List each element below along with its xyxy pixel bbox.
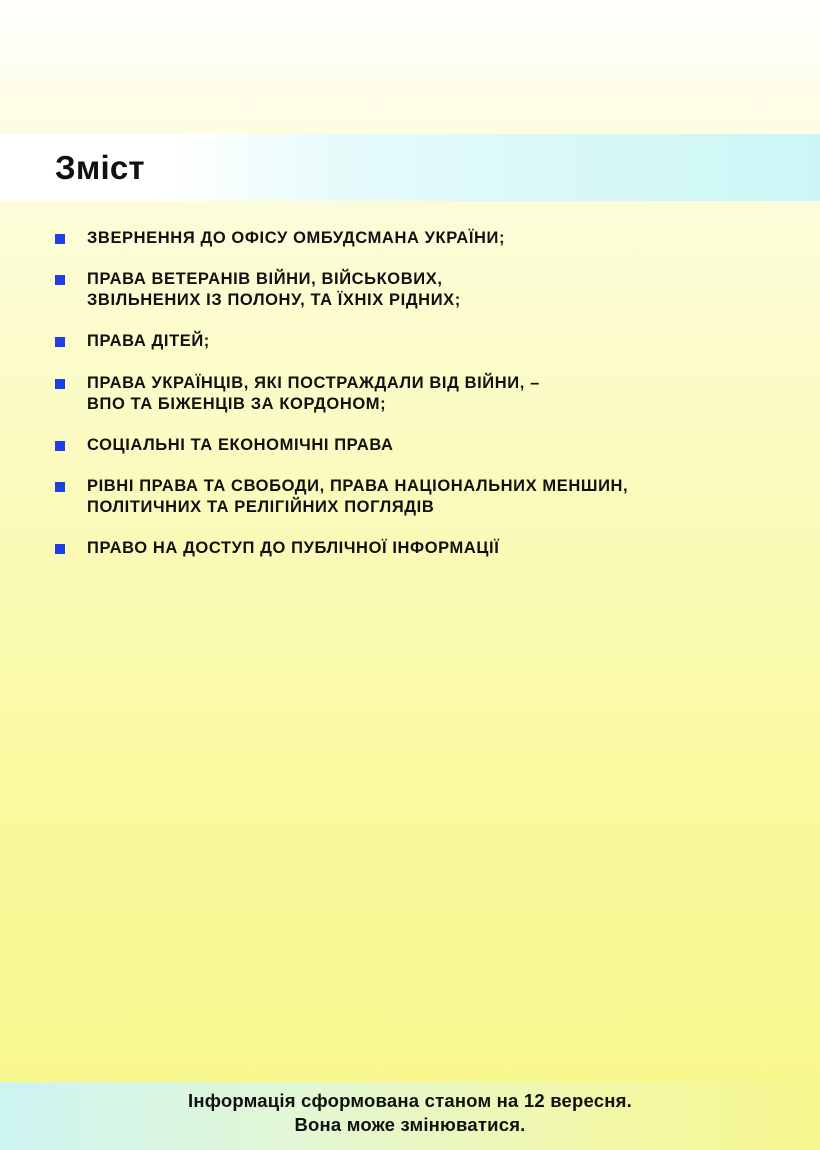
toc-item-label: ЗВЕРНЕННЯ ДО ОФІСУ ОМБУДСМАНА УКРАЇНИ; — [87, 229, 506, 247]
footer-note — [0, 1089, 820, 1137]
footer-note-line-2: Вона може змінюватися. — [294, 1114, 526, 1135]
square-bullet-icon — [55, 482, 65, 492]
footer-note-line-1: Інформація сформована станом на 12 вересня. — [188, 1090, 632, 1111]
toc-item-label: ПРАВА УКРАЇНЦІВ, ЯКІ ПОСТРАЖДАЛИ ВІД ВІЙНИ, – ВПО ТА БІЖЕНЦІВ ЗА КОРДОНОМ; — [87, 374, 540, 413]
toc-item-label: ПРАВО НА ДОСТУП ДО ПУБЛІЧНОЇ ІНФОРМАЦІЇ — [87, 539, 500, 557]
square-bullet-icon — [55, 379, 65, 389]
square-bullet-icon — [55, 544, 65, 554]
toc-item-label: ПРАВА ВЕТЕРАНІВ ВІЙНИ, ВІЙСЬКОВИХ, ЗВІЛЬНЕНИХ ІЗ ПОЛОНУ, ТА ЇХНІХ РІДНИХ; — [87, 270, 461, 309]
toc-item-label: ПРАВА ДІТЕЙ; — [87, 332, 210, 350]
square-bullet-icon — [55, 337, 65, 347]
toc-item-label: СОЦІАЛЬНІ ТА ЕКОНОМІЧНІ ПРАВА — [87, 436, 394, 454]
toc-item-label: РІВНІ ПРАВА ТА СВОБОДИ, ПРАВА НАЦІОНАЛЬНИХ МЕНШИН, ПОЛІТИЧНИХ ТА РЕЛІГІЙНИХ ПОГЛЯДІВ — [87, 477, 629, 516]
square-bullet-icon — [55, 441, 65, 451]
square-bullet-icon — [55, 275, 65, 285]
page-title: Зміст — [55, 149, 145, 186]
square-bullet-icon — [55, 234, 65, 244]
